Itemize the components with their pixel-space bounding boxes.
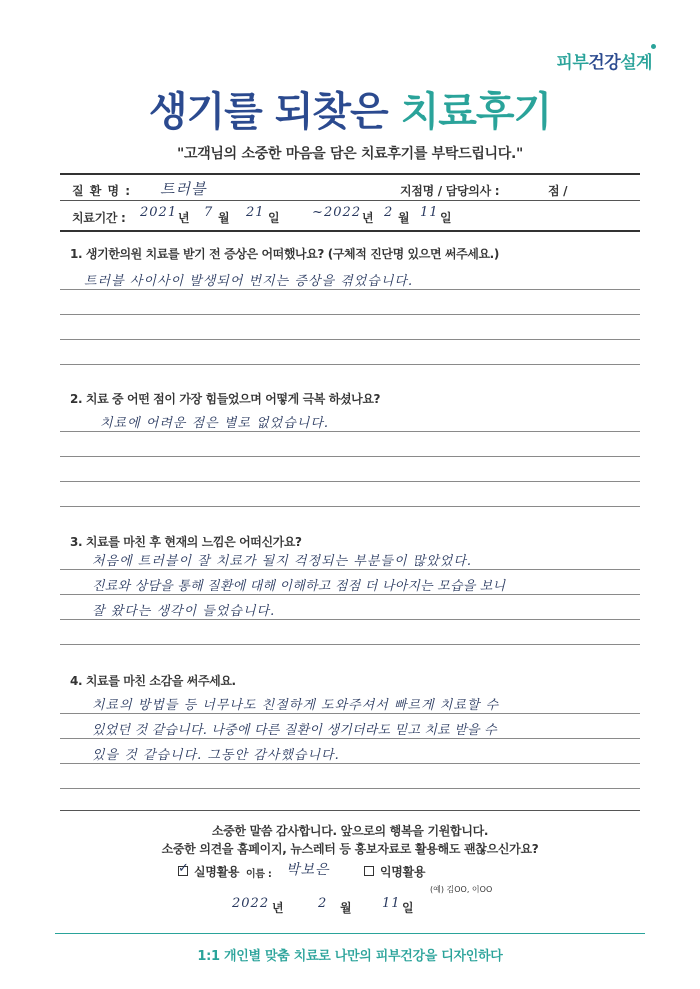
- answer-line: [60, 713, 640, 714]
- start-month: 7: [204, 205, 214, 220]
- divider-info: [60, 200, 640, 201]
- check-icon: ✓: [178, 861, 189, 876]
- answer-line: [60, 364, 640, 365]
- page-subtitle: "고객님의 소중한 마음을 담은 치료후기를 부탁드립니다.": [176, 146, 524, 162]
- end-day-unit: 일: [440, 211, 452, 225]
- real-name-checkbox[interactable]: [178, 861, 189, 876]
- sign-month: 2: [318, 896, 328, 911]
- branch-value: 점 /: [548, 184, 568, 198]
- brand-dot-icon: [651, 44, 656, 49]
- end-month: 2: [384, 205, 394, 220]
- bottom-tagline: 1:1 개인별 맞춤 치료로 나만의 피부건강을 디자인하다: [197, 949, 503, 964]
- thanks-text: 소중한 말씀 감사합니다. 앞으로의 행복을 기원합니다.: [211, 824, 489, 838]
- answer-line: [60, 289, 640, 290]
- answer-line: [60, 619, 640, 620]
- answer-line: [60, 594, 640, 595]
- answer-line: [60, 431, 640, 432]
- name-label: 이름 :: [246, 869, 272, 880]
- sign-day: 11: [382, 896, 401, 911]
- brand-logo: 피부건강설계: [556, 53, 652, 73]
- answer-line: [60, 763, 640, 764]
- bottom-divider: [55, 933, 645, 934]
- answer-line: [60, 788, 640, 789]
- start-day-unit: 일: [268, 211, 280, 225]
- period-tilde: ~: [312, 205, 324, 220]
- start-month-unit: 월: [218, 211, 230, 225]
- answer-line: [60, 738, 640, 739]
- answer-3-line-2: 진료와 상담을 통해 질환에 대해 이해하고 점점 더 나아지는 모습을 보니: [92, 579, 506, 594]
- divider-info-bottom: [60, 230, 640, 232]
- answer-1-line-1: 트러블 사이사이 발생되어 번지는 증상을 겪었습니다.: [84, 274, 414, 289]
- answer-line: [60, 644, 640, 645]
- title-accent: 치료후기: [400, 89, 552, 135]
- start-year: 2021: [140, 205, 178, 220]
- answer-4-line-1: 치료의 방법들 등 너무나도 친절하게 도와주셔서 빠르게 치료할 수: [92, 698, 500, 713]
- anonymous-label: 익명활용: [380, 865, 426, 879]
- answer-line: [60, 456, 640, 457]
- consent-question: 소중한 의견을 홈페이지, 뉴스레터 등 홍보자료로 활용해도 괜찮으신가요?: [161, 842, 539, 856]
- anonymous-example: (예) 김OO, 이OO: [430, 885, 493, 894]
- page-title: [0, 80, 700, 137]
- real-name-label: 실명활용: [194, 865, 240, 879]
- start-year-unit: 년: [178, 211, 190, 225]
- end-month-unit: 월: [398, 211, 410, 225]
- answer-line: [60, 506, 640, 507]
- name-value: 박보은: [286, 862, 330, 878]
- answer-line: [60, 569, 640, 570]
- sign-month-unit: 월: [340, 901, 352, 915]
- answer-line: [60, 314, 640, 315]
- divider-top: [60, 173, 640, 175]
- question-2-label: 2. 치료 중 어떤 점이 가장 힘들었으며 어떻게 극복 하셨나요?: [70, 392, 381, 406]
- answer-line: [60, 481, 640, 482]
- branch-label: 지점명 / 담당의사 :: [400, 184, 500, 198]
- disease-value: 트러블: [160, 180, 207, 198]
- question-3-label: 3. 치료를 마친 후 현재의 느낌은 어떠신가요?: [70, 535, 302, 549]
- end-year: 2022: [324, 205, 362, 220]
- title-main: 생기를 되찾은: [148, 89, 401, 135]
- period-label: 치료기간 :: [72, 211, 126, 225]
- sign-day-unit: 일: [402, 901, 414, 915]
- anonymous-checkbox[interactable]: [364, 866, 374, 876]
- start-day: 21: [246, 205, 265, 220]
- answer-line: [60, 339, 640, 340]
- sign-year: 2022: [232, 896, 270, 911]
- answer-3-line-1: 처음에 트러블이 잘 치료가 될지 걱정되는 부분들이 많았었다.: [92, 554, 473, 569]
- question-4-label: 4. 치료를 마친 소감을 써주세요.: [70, 674, 236, 688]
- end-day: 11: [420, 205, 439, 220]
- answer-2-line-1: 치료에 어려운 점은 별로 없었습니다.: [100, 416, 330, 431]
- sign-year-unit: 년: [272, 901, 284, 915]
- answer-4-line-3: 있을 것 같습니다. 그동안 감사했습니다.: [92, 748, 340, 763]
- question-1-label: 1. 생기한의원 치료를 받기 전 증상은 어떠했나요? (구체적 진단명 있으면 써주세요.): [70, 247, 499, 261]
- disease-label: 질 환 명 :: [72, 184, 132, 198]
- divider-footer: [60, 810, 640, 811]
- end-year-unit: 년: [362, 211, 374, 225]
- answer-3-line-3: 잘 왔다는 생각이 들었습니다.: [92, 604, 276, 619]
- answer-4-line-2: 있었던 것 같습니다. 나중에 다른 질환이 생기더라도 믿고 치료 받을 수: [92, 723, 497, 738]
